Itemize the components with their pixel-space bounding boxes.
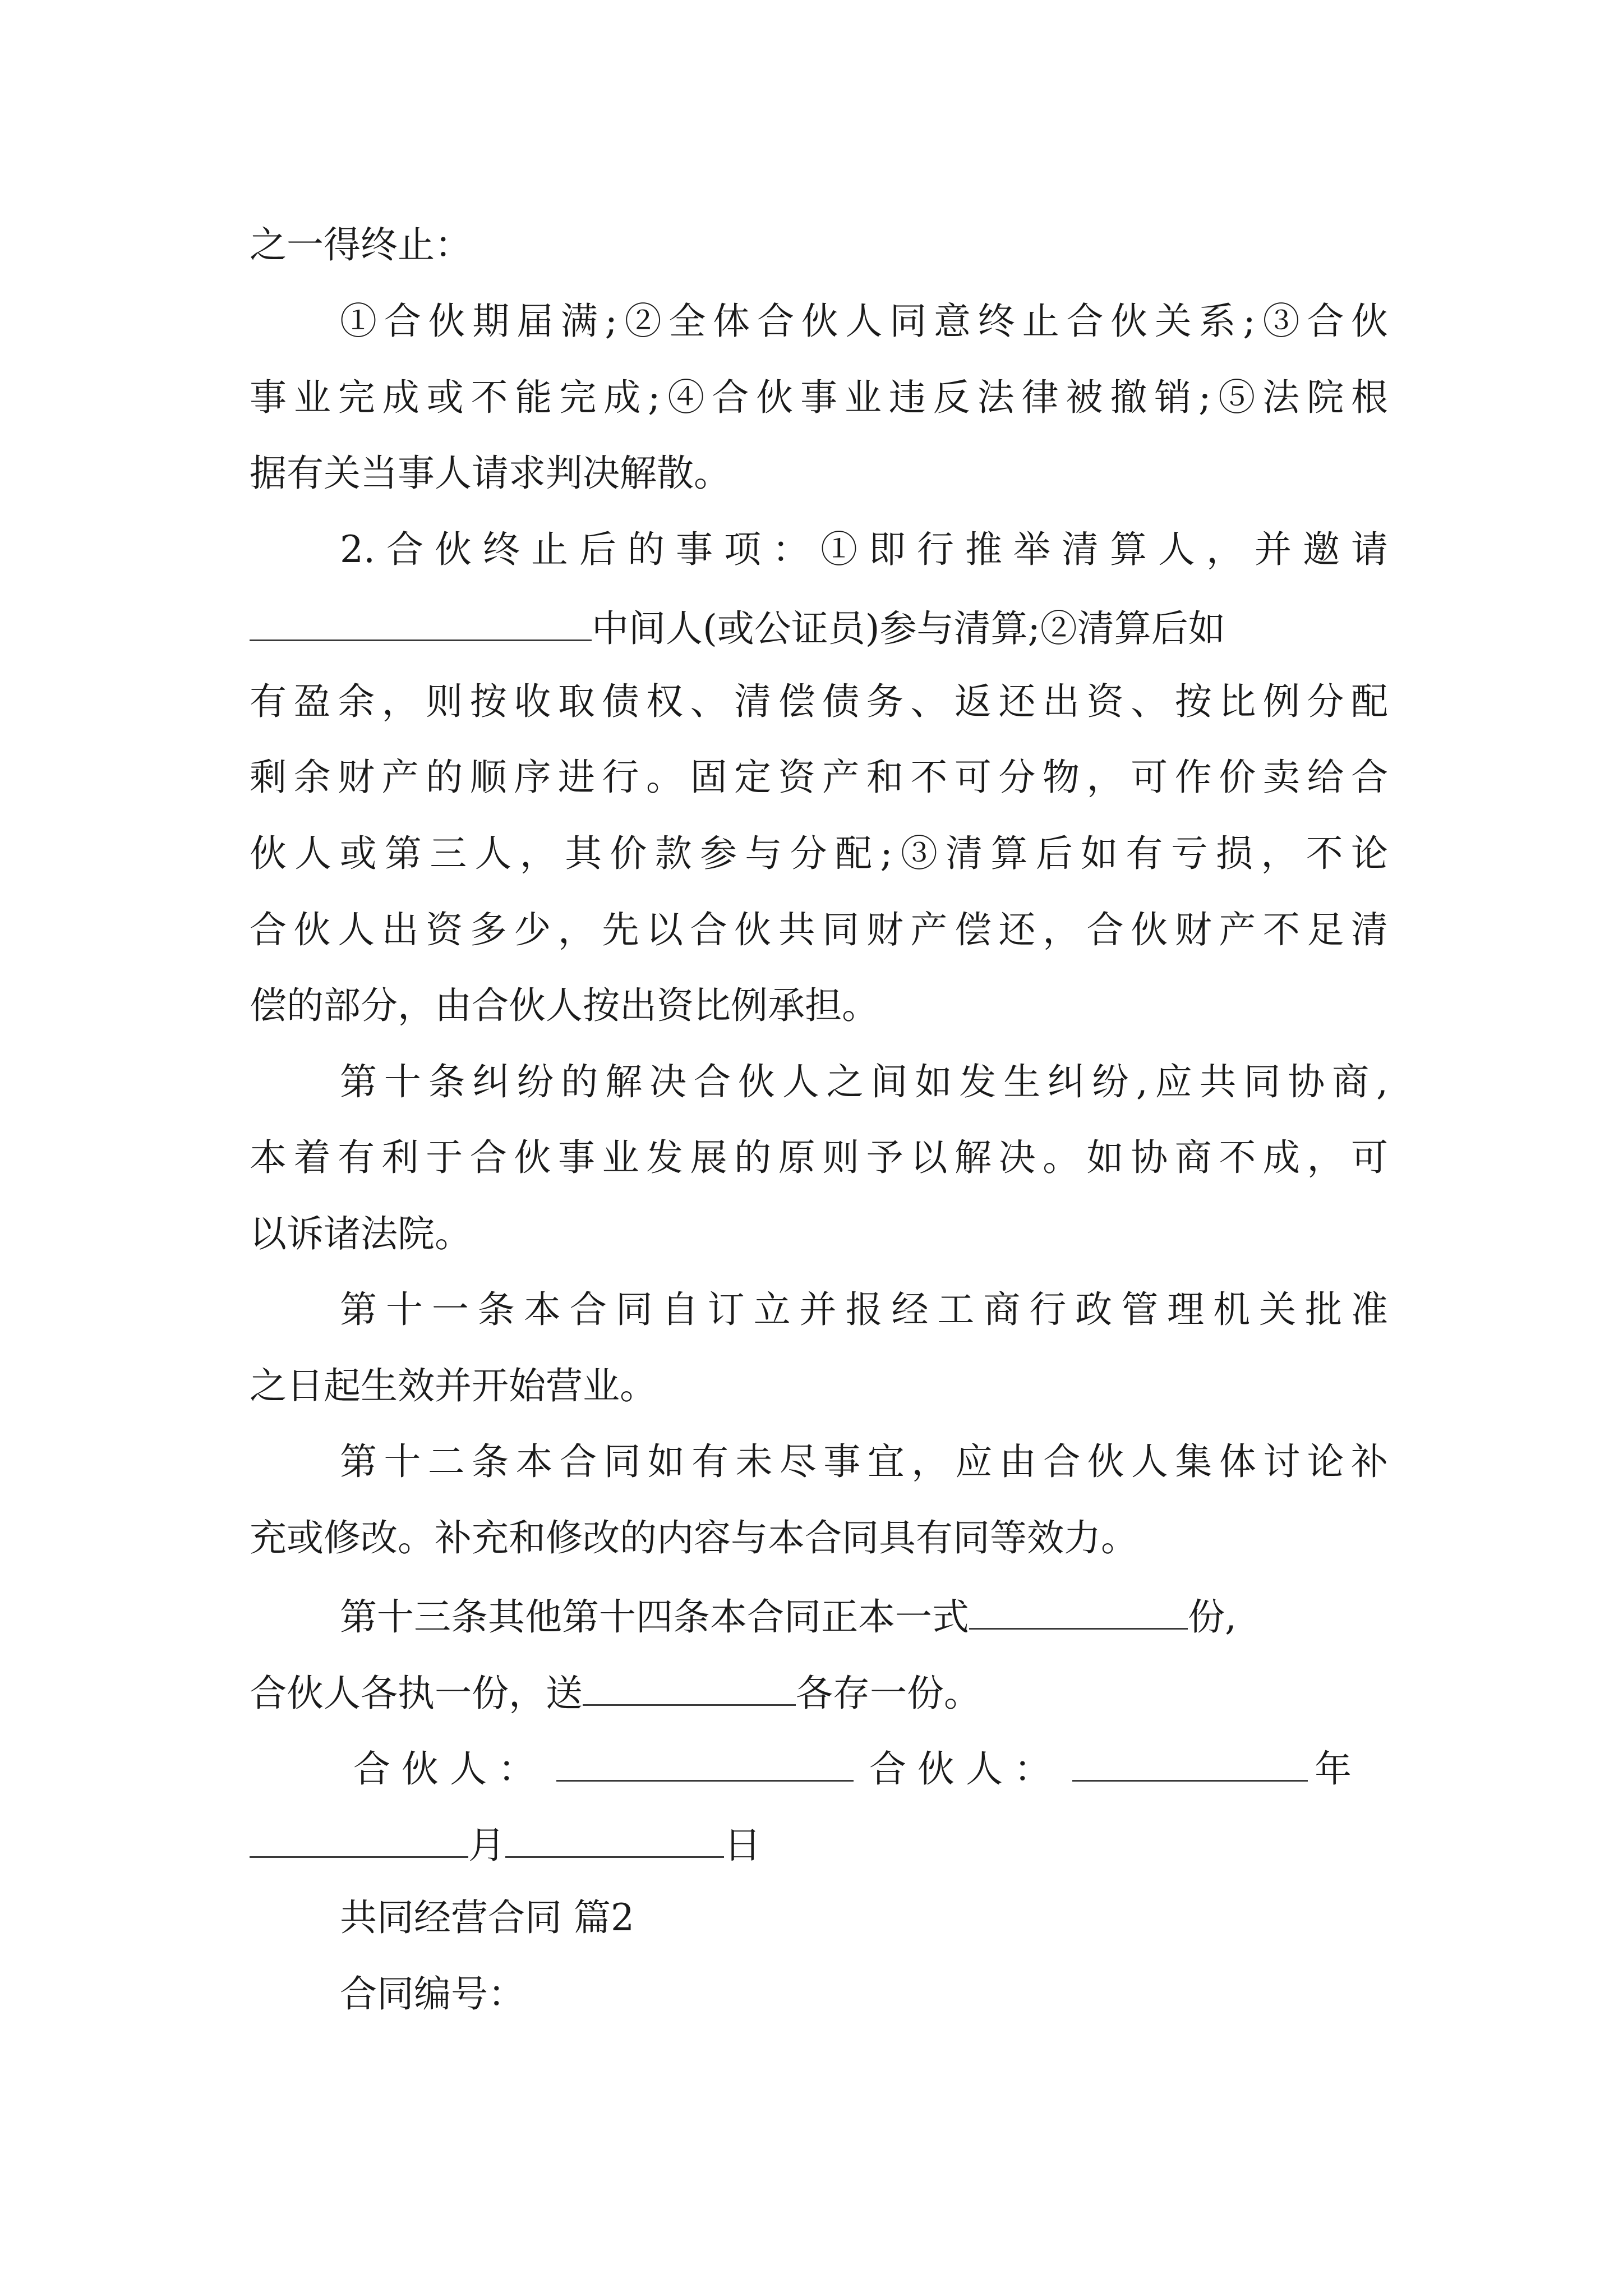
text-line: ①合伙期届满;②全体合伙人同意终止合伙关系;③合伙 bbox=[340, 300, 1388, 343]
text-line: 本着有利于合伙事业发展的原则予以解决。如协商不成，可 bbox=[250, 1136, 1388, 1179]
fill-in-blank bbox=[969, 1595, 1188, 1630]
text-segment: 日 bbox=[724, 1824, 761, 1867]
text-line: 第十条纠纷的解决合伙人之间如发生纠纷,应共同协商, bbox=[340, 1060, 1388, 1103]
text-line: 充或修改。补充和修改的内容与本合同具有同等效力。 bbox=[250, 1516, 1138, 1559]
text-line: 2.合伙终止后的事项：①即行推举清算人，并邀请 bbox=[340, 528, 1388, 571]
section-heading: 共同经营合同 篇2 bbox=[340, 1896, 634, 1939]
text-line: 偿的部分，由合伙人按出资比例承担。 bbox=[250, 984, 879, 1027]
fill-in-blank bbox=[583, 1672, 796, 1706]
text-segment: 月 bbox=[468, 1824, 505, 1867]
fill-in-blank bbox=[556, 1747, 854, 1782]
text-line: 伙人或第三人，其价款参与分配;③清算后如有亏损，不论 bbox=[250, 832, 1388, 875]
text-segment: 合伙人： bbox=[869, 1747, 1062, 1791]
text-line: 合伙人出资多少，先以合伙共同财产偿还，合伙财产不足清 bbox=[250, 908, 1388, 951]
text-segment: 第十三条其他第十四条本合同正本一式 bbox=[340, 1595, 969, 1639]
text-line: 有盈余，则按收取债权、清偿债务、返还出资、按比例分配 bbox=[250, 680, 1388, 723]
text-line: 据有关当事人请求判决解散。 bbox=[250, 452, 731, 495]
fill-in-blank bbox=[250, 607, 592, 641]
text-line-with-blank bbox=[340, 1595, 1388, 1639]
signature-line bbox=[353, 1747, 1388, 1791]
text-line: 之一得终止： bbox=[250, 223, 472, 266]
text-segment: 年 bbox=[1315, 1747, 1363, 1791]
text-segment: 各存一份。 bbox=[796, 1672, 981, 1715]
text-segment: 合伙人各执一份，送 bbox=[250, 1672, 583, 1715]
text-line: 合同编号： bbox=[340, 1972, 525, 2016]
fill-in-blank bbox=[505, 1824, 724, 1858]
text-line: 剩余财产的顺序进行。固定资产和不可分物，可作价卖给合 bbox=[250, 756, 1388, 799]
fill-in-blank bbox=[250, 1824, 468, 1858]
text-line: 第十一条本合同自订立并报经工商行政管理机关批准 bbox=[340, 1288, 1388, 1331]
text-line-with-blank bbox=[250, 1672, 1388, 1715]
text-line: 第十二条本合同如有未尽事宜，应由合伙人集体讨论补 bbox=[340, 1440, 1388, 1483]
date-line bbox=[250, 1824, 1388, 1867]
text-line: 事业完成或不能完成;④合伙事业违反法律被撤销;⑤法院根 bbox=[250, 376, 1388, 419]
text-line-with-blank bbox=[250, 607, 1388, 650]
text-line: 之日起生效并开始营业。 bbox=[250, 1364, 657, 1407]
text-segment: 份, bbox=[1188, 1595, 1237, 1639]
text-segment: 中间人(或公证员)参与清算;②清算后如 bbox=[592, 607, 1225, 650]
text-segment: 合伙人： bbox=[353, 1747, 546, 1791]
fill-in-blank bbox=[1072, 1747, 1308, 1782]
text-line: 以诉诸法院。 bbox=[250, 1212, 472, 1255]
